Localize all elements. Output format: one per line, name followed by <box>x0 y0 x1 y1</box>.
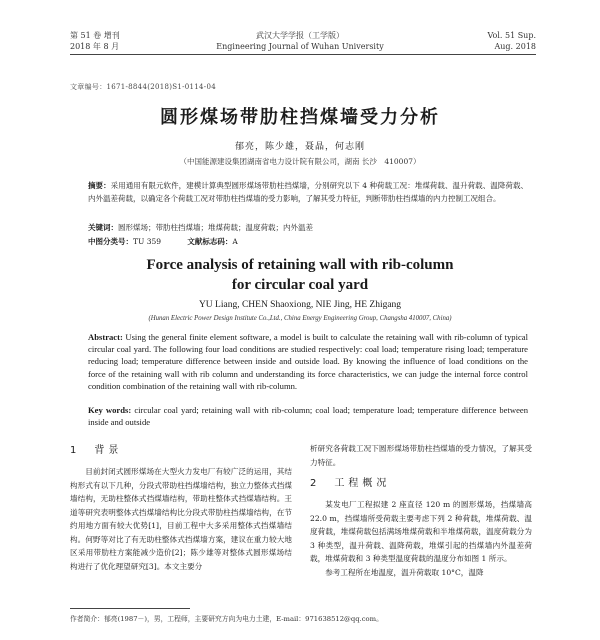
section-1-continuation: 析研究各荷载工况下圆形煤场带肋柱挡煤墙的受力情况，了解其受力特征。 <box>310 444 532 467</box>
volume-zh: 第 51 卷 增刊 <box>70 31 120 40</box>
keywords-zh-label: 关键词： <box>88 223 118 232</box>
keywords-en <box>88 404 528 428</box>
abstract-zh-label: 摘要： <box>88 181 111 190</box>
clc-number <box>88 237 161 246</box>
section-2-heading: 2 工程概况 <box>310 478 391 489</box>
doc-code-label: 文献标志码： <box>187 237 233 246</box>
volume-en: Vol. 51 Sup. <box>487 31 536 40</box>
running-header-right <box>487 30 536 52</box>
author-footnote: 作者简介：郁亮(1987－)，男，工程师，主要研究方向为电力土建，E-mail：971638512@qq.com。 <box>70 615 383 623</box>
section-2-paragraph-1: 某发电厂工程拟建 2 座直径 120 m 的圆形煤场，挡煤墙高 22.0 m，挡煤墙所受荷载主要考虑下列 2 种荷载，堆煤荷载、温度荷载，堆煤荷载包括满场堆煤荷载和半堆煤荷载，温度荷载分为 3 种类型，温升荷载、温降荷载，堆煤引起的挡煤墙内外温差荷载，堆煤荷载和 3 种类型温度荷载的温度分布如图 1 所示。 <box>310 500 532 563</box>
section-1-heading: 1 背景 <box>70 445 123 456</box>
title-en <box>0 255 600 295</box>
abstract-en-text: Using the general finite element software, a model is built to calculate the retaining wall with rib-column of typical circular coal yard. The following four load conditions are studied respectively: coal load; temperature rising load; temperature reducing load; temperature difference between inside and outside load. By knowing the influence of load conditions on the force of the retaining wall with rib column and understanding its force characteristics, we can judge the internal force control condition combination of the retaining wall with rib-column. <box>88 332 528 391</box>
body-column-right <box>310 442 532 579</box>
affiliation-zh: （中国能源建设集团湖南省电力设计院有限公司，湖南 长沙 410007） <box>179 157 421 166</box>
classification-line <box>88 236 262 248</box>
clc-label: 中图分类号： <box>88 237 133 246</box>
section-2-paragraph-2: 参考工程所在地温度，温升荷载取 10°C，温降 <box>325 567 484 577</box>
abstract-en <box>88 331 528 392</box>
clc-value: TU 359 <box>133 237 162 246</box>
body-column-left <box>70 442 292 573</box>
journal-name-en: Engineering Journal of Wuhan University <box>216 42 384 51</box>
abstract-zh <box>88 180 528 205</box>
doc-code-value: A <box>232 237 238 246</box>
abstract-en-label: Abstract: <box>88 332 123 342</box>
journal-name-zh: 武汉大学学报（工学版） <box>256 31 344 40</box>
title-zh: 圆形煤场带肋柱挡煤墙受力分析 <box>160 107 440 128</box>
authors-zh: 郁亮，陈少雄，聂晶，何志刚 <box>234 142 365 152</box>
title-en-line1: Force analysis of retaining wall with rib-column <box>146 257 454 273</box>
keywords-zh-text: 圆形煤场；带肋柱挡煤墙；堆煤荷载；温度荷载；内外温差 <box>118 223 313 232</box>
affiliation-en: (Hunan Electric Power Design Institute Co.,Ltd., China Energy Engineering Group, Changsha 410007, China) <box>148 315 452 322</box>
keywords-en-label: Key words: <box>88 405 132 415</box>
footnote-divider <box>70 608 190 609</box>
document-code <box>187 237 237 246</box>
keywords-zh <box>88 222 528 235</box>
article-number: 文章编号：1671-8844(2018)S1-0114-04 <box>70 83 216 91</box>
date-zh: 2018 年 8 月 <box>70 42 120 51</box>
abstract-zh-text: 采用通用有限元软件，建模计算典型圆形煤场带肋柱挡煤墙，分别研究以下 4 种荷载工况：堆煤荷载、温升荷载、温降荷载、内外温差荷载，以确定各个荷载工况对带肋柱挡煤墙的受力影响，了解其受力特征，判断带肋柱挡煤墙的内力控制工况组合。 <box>88 181 528 203</box>
section-1-paragraph: 目前封闭式圆形煤场在大型火力发电厂有较广泛的运用，其结构形式有以下几种，分段式带助柱挡煤墙结构，独立力整体式挡煤墙结构，无助柱整体式挡煤墙结构，带助柱整体式挡煤墙结构。王道等研究表明整体式挡煤墙结构比分段式带肋柱挡煤墙结构，在节约用地方面有较大优势[1]，目前工程中大多采用整体式挡煤墙结构。何野等对比了有无助柱整体式挡煤墙方案，建议在重力较大地区采用带肋柱方案能减少造价[2]；陈少雄等对整体式圆形煤场结构进行了优化理望研究[3]。本文主要分 <box>70 467 292 571</box>
header-divider <box>70 54 536 55</box>
authors-en: YU Liang, CHEN Shaoxiong, NIE Jing, HE Zhigang <box>198 300 402 310</box>
date-en: Aug. 2018 <box>494 42 536 51</box>
title-en-line2: for circular coal yard <box>231 277 369 293</box>
keywords-en-text: circular coal yard; retaining wall with rib-column; coal load; temperature load; temperature difference between inside and outside <box>88 405 528 428</box>
